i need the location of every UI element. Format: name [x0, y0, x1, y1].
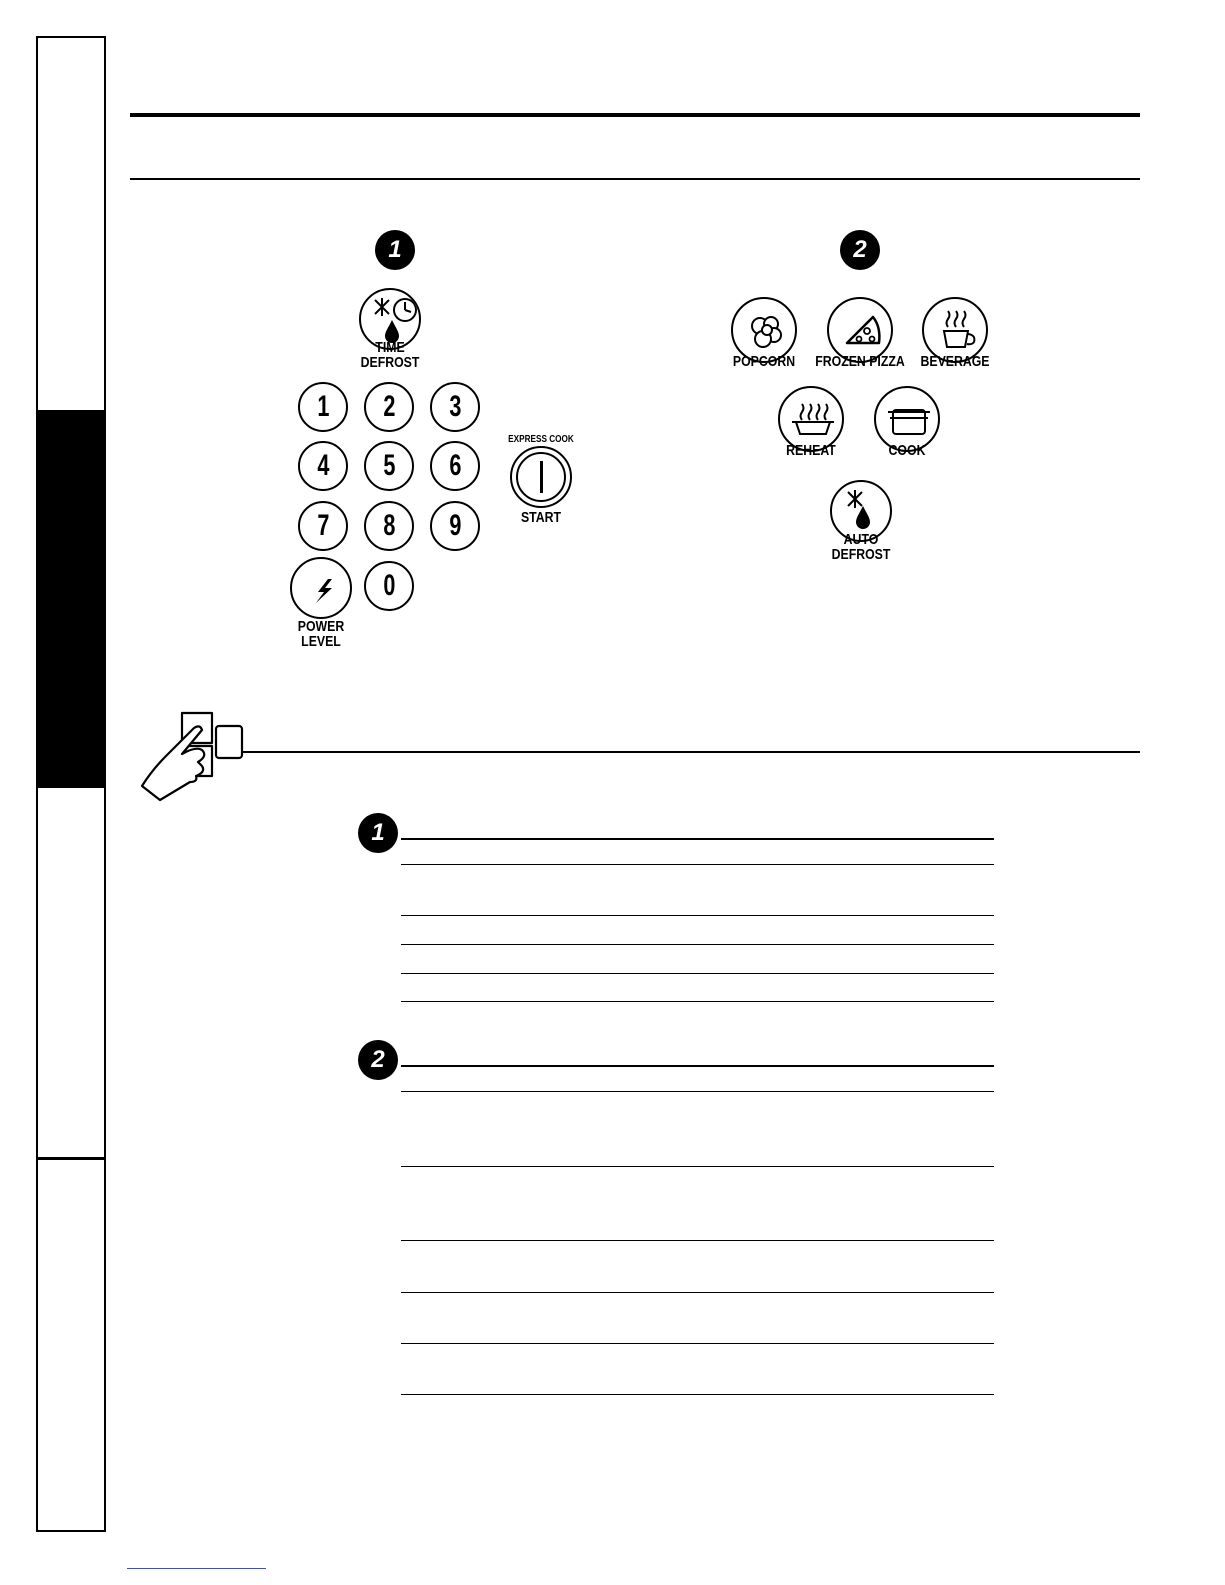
power-level-label: POWER LEVEL	[297, 618, 345, 650]
table1-row-rule	[401, 915, 994, 916]
start-line-icon	[540, 461, 543, 493]
finger-pressing-button-icon	[138, 708, 248, 804]
beverage-label: BEVERAGE	[920, 353, 990, 370]
table2-header-rule	[401, 1065, 994, 1067]
popcorn-label: POPCORN	[732, 353, 796, 370]
express-cook-label: EXPRESS COOK	[508, 434, 574, 445]
table2-row-rule	[401, 1166, 994, 1167]
time-defrost-label: TIME DEFROST	[360, 339, 420, 371]
step-badge-2: 2	[840, 230, 880, 270]
frozen-pizza-label: FROZEN PIZZA	[815, 353, 905, 370]
features-badge-2: 2	[358, 1040, 398, 1080]
side-tab-column	[36, 36, 106, 1532]
step-badge-1: 1	[375, 230, 415, 270]
table1-row-rule	[401, 944, 994, 945]
key-3[interactable]: 3	[430, 382, 480, 432]
key-0[interactable]: 0	[364, 561, 414, 611]
auto-defrost-label: AUTO DEFROST	[831, 531, 891, 563]
header-rule-thin	[130, 178, 1140, 180]
sidebar-tab-active[interactable]	[38, 410, 104, 788]
key-1[interactable]: 1	[298, 382, 348, 432]
reheat-label: REHEAT	[786, 442, 836, 459]
table2-row-rule	[401, 1343, 994, 1344]
table2-row-rule	[401, 1292, 994, 1293]
table2-row-rule	[401, 1091, 994, 1092]
header-rule-thick	[130, 113, 1140, 117]
key-9[interactable]: 9	[430, 501, 480, 551]
key-8[interactable]: 8	[364, 501, 414, 551]
start-button[interactable]	[510, 446, 572, 508]
key-4[interactable]: 4	[298, 441, 348, 491]
key-5[interactable]: 5	[364, 441, 414, 491]
table1-row-rule	[401, 864, 994, 865]
table2-row-rule	[401, 1240, 994, 1241]
footer-link-underline[interactable]	[127, 1568, 266, 1569]
start-label: START	[520, 509, 562, 526]
lightning-bolt-icon	[292, 559, 352, 619]
table1-row-rule	[401, 1001, 994, 1002]
table2-row-rule	[401, 1394, 994, 1395]
key-2[interactable]: 2	[364, 382, 414, 432]
sidebar-tab-divider	[38, 1157, 104, 1160]
key-6[interactable]: 6	[430, 441, 480, 491]
key-7[interactable]: 7	[298, 501, 348, 551]
table1-header-rule	[401, 838, 994, 840]
cook-label: COOK	[888, 442, 926, 459]
power-level-button[interactable]	[290, 557, 352, 619]
table1-row-rule	[401, 973, 994, 974]
features-section-rule	[242, 751, 1140, 753]
features-badge-1: 1	[358, 813, 398, 853]
